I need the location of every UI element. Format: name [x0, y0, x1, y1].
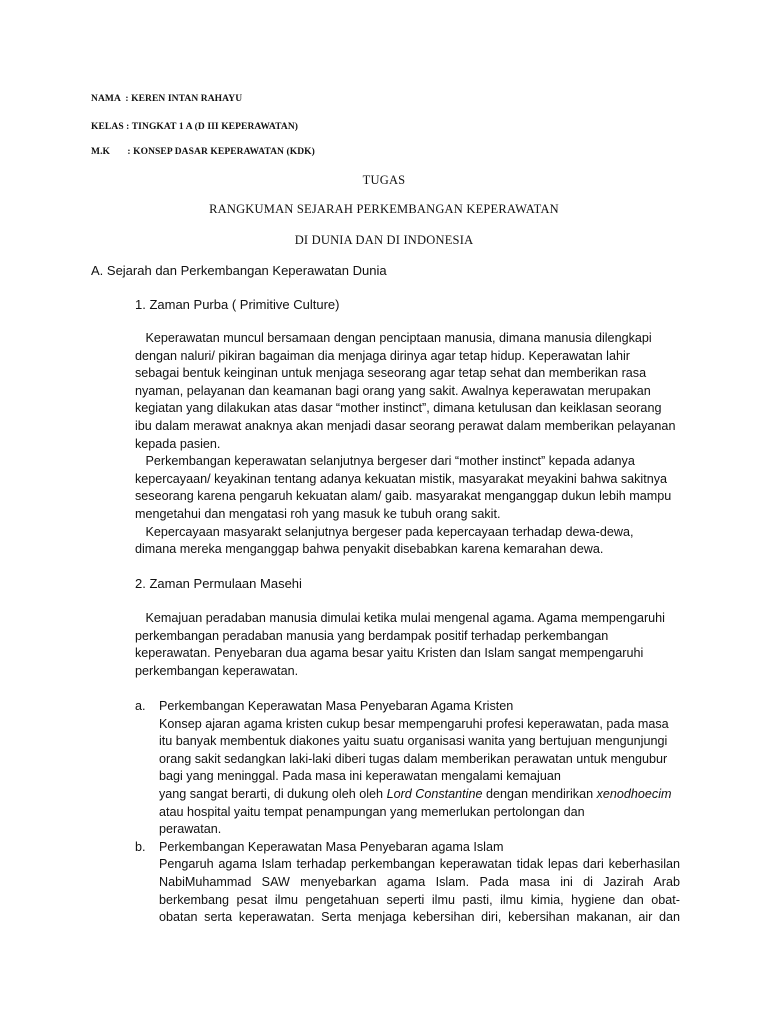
paragraph-line: kepada pasien.: [135, 436, 221, 451]
paragraph-line: NabiMuhammad SAW menyebarkan agama Islam. Pada masa ini di Jazirah Arab: [159, 874, 680, 889]
paragraph-line: bagi yang meninggal. Pada masa ini keperawatan mengalami kemajuan: [159, 769, 561, 784]
section-a-heading: A. Sejarah dan Perkembangan Keperawatan Dunia: [91, 263, 387, 278]
paragraph-line: kepercayaan/ keyakinan tentang adanya kekuatan mistik, masyarakat meyakini bahwa sakitnya: [135, 471, 668, 486]
paragraph-line: perkembangan peradaban manusia yang berdampak positif terhadap perkembangan: [135, 628, 609, 643]
course-line: M.K : KONSEP DASAR KEPERAWATAN (KDK): [91, 147, 315, 157]
paragraph-line: kegiatan yang dilakukan atas dasar “mother instinct”, dimana ketulusan dan keiklasan seorang: [135, 401, 662, 416]
paragraph-line: atau hospital yaitu tempat penampungan yang memerlukan pertolongan dan: [159, 804, 585, 819]
paragraph-line: obatan serta keperawatan. Serta menjaga kebersihan diri, kebersihan makanan, air dan: [159, 910, 680, 925]
paragraph-line: mengetahui dan mengatasi roh yang masuk ke tubuh orang sakit.: [135, 506, 501, 521]
list-item-kristen: [135, 698, 680, 839]
masehi-list: [135, 698, 680, 927]
paragraph-line: perawatan.: [159, 822, 222, 837]
zaman-purba-heading: 1. Zaman Purba ( Primitive Culture): [135, 297, 340, 312]
name-line: NAMA : KEREN INTAN RAHAYU: [91, 94, 243, 104]
paragraph-line: Konsep ajaran agama kristen cukup besar mempengaruhi profesi keperawatan, pada masa: [159, 716, 669, 731]
paragraph-line: orang sakit sedangkan laki-laki diberi tugas dalam memberikan perawatan untuk mengubur: [159, 751, 668, 766]
text-run-italic: xenodhoecim: [596, 786, 672, 801]
paragraph-line: Keperawatan muncul bersamaan dengan penciptaan manusia, dimana manusia dilengkapi: [135, 331, 652, 345]
text-run: dengan mendirikan: [482, 786, 597, 801]
paragraph-line: Kemajuan peradaban manusia dimulai ketika mulai mengenal agama. Agama mempengaruhi: [135, 611, 665, 625]
paragraph-line: keperawatan. Penyebaran dua agama besar yaitu Kristen dan Islam sangat mempengaruhi: [135, 646, 644, 661]
paragraph-line: seseorang karena pengaruh kekuatan alam/ gaib. masyarakat menganggap dukun lebih mampu: [135, 489, 672, 504]
list-item-title: Perkembangan Keperawatan Masa Penyebaran agama Islam: [159, 839, 504, 854]
paragraph-line: sebagai bentuk keinginan untuk menjaga seseorang agar tetap sehat dan memberikan rasa: [135, 366, 647, 381]
paragraph-line-rich: [159, 786, 680, 804]
list-marker: a.: [135, 699, 146, 713]
list-item-islam: [135, 839, 680, 927]
paragraph-line: dimana mereka menganggap bahwa penyakit disebabkan karena kemarahan dewa.: [135, 542, 604, 557]
title-tugas: TUGAS: [362, 173, 406, 187]
class-line: KELAS : TINGKAT 1 A (D III KEPERAWATAN): [91, 122, 299, 132]
paragraph-line: perkembangan keperawatan.: [135, 663, 299, 678]
text-run-italic: Lord Constantine: [386, 786, 483, 801]
list-marker: b.: [135, 839, 146, 854]
title-rangkuman: RANGKUMAN SEJARAH PERKEMBANGAN KEPERAWATAN: [209, 202, 559, 216]
zaman-masehi-heading: 2. Zaman Permulaan Masehi: [135, 576, 302, 591]
zaman-masehi-body: [135, 610, 680, 680]
text-run: yang sangat berarti, di dukung oleh oleh: [159, 786, 387, 801]
paragraph-line: ibu dalam merawat anaknya akan menjadi dasar seorang perawat dalam memberikan pelayanan: [135, 418, 676, 433]
paragraph-line: berkembang pesat ilmu pengetahuan seperti ilmu pasti, ilmu kimia, hygiene dan obat-: [159, 892, 680, 907]
paragraph-line: dengan naluri/ pikiran bagaiman dia menjaga dirinya agar tetap hidup. Keperawatan lahir: [135, 348, 630, 363]
list-item-title: Perkembangan Keperawatan Masa Penyebaran Agama Kristen: [159, 699, 514, 713]
zaman-purba-body: [135, 330, 680, 559]
paragraph-line: Kepercayaan masyarakt selanjutnya bergeser pada kepercayaan terhadap dewa-dewa,: [135, 524, 634, 539]
paragraph-line: itu banyak membentuk diakones yaitu suatu organisasi wanita yang bertujuan mengunjungi: [159, 734, 668, 749]
title-dunia-indonesia: DI DUNIA DAN DI INDONESIA: [294, 233, 474, 247]
paragraph-line: Perkembangan keperawatan selanjutnya bergeser dari “mother instinct” kepada adanya: [135, 454, 635, 469]
paragraph-line: Pengaruh agama Islam terhadap perkembangan keperawatan tidak lepas dari keberhasilan: [159, 857, 680, 872]
paragraph-line: nyaman, pelayanan dan keamanan bagi orang yang sakit. Awalnya keperawatan merupakan: [135, 383, 651, 398]
